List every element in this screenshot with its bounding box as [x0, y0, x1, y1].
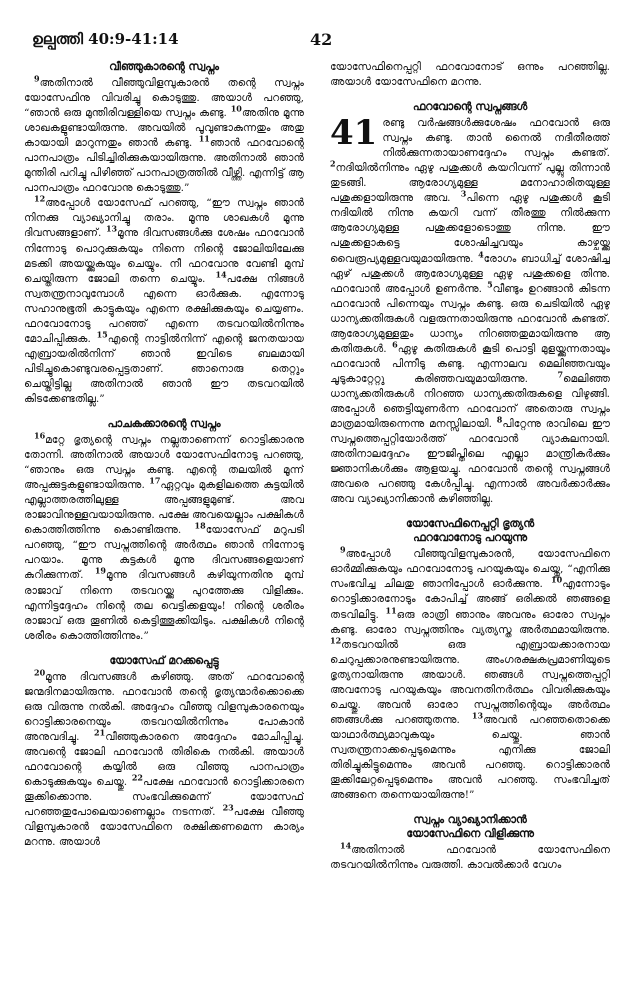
verse-text: മെലിഞ്ഞ ധാന്യക്കതിരുകൾ നിറഞ്ഞ ധാന്യക്കതിരുകളെ വിഴുങ്ങി. അപ്പോൾ ഞെട്ടിയുണർന്ന ഫറവോന് അതൊരു സ്വപ്നം മാത്രമായിരുന്നെന്നു മനസ്സിലായി.	[330, 372, 610, 431]
verse-number: 10	[551, 574, 563, 585]
verse-number: 15	[96, 329, 108, 340]
verse-text: പിറ്റേന്നു രാവിലെ ഈ സ്വപ്നത്തെപ്പറ്റിയോർത്ത് ഫറവോൻ വ്യാകുലനായി. അതിനാലദ്ദേഹം ഈജിപ്തിലെ എല്ലാ മാന്ത്രികർക്കും ജ്ഞാനികൾക്കും ആളയച്ചു. ഫറവോൻ തന്റെ സ്വപ്നങ്ങൾ അവരെ പറഞ്ഞു കേൾപ്പിച്ചു. എന്നാൽ അവർക്കാർക്കും അവ വ്യാഖ്യാനിക്കാൻ കഴിഞ്ഞില്ല.	[330, 418, 610, 506]
heading-line: ഫറവോനോടു പറയുന്നു	[413, 531, 527, 545]
verse-text: പിന്നെ ഏഴു പശുക്കൾ കൂടി നദിയിൽ നിന്നു കയറി വന്ന് തീരത്തു നിൽക്കുന്ന ആരോഗ്യമുള്ള പശുക്കളോടൊത്തു നിന്നു. ഈ പശുക്കളാകട്ടെ ശോഷിച്ചവയും കാഴ്ചയ്ക്കു വൈരൂപ്യമുള്ളവയുമായിരുന്നു.	[330, 192, 610, 265]
verse-text: മറ്റേ ഭൃത്യന്റെ സ്വപ്നം നല്ലതാണെന്ന് റൊട്ടിക്കാരനു തോന്നി. അതിനാൽ അയാൾ യോസേഫിനോടു പറഞ്ഞു, “ഞാനും ഒരു സ്വപ്നം കണ്ടു. എന്റെ തലയിൽ മൂന്ന് അപ്പക്കുട്ടകളുണ്ടായിരുന്നു.	[24, 434, 304, 492]
verse-text: അതിനു മൂന്നു ശാഖകളുണ്ടായിരുന്നു. അവയിൽ പൂവുണ്ടാകുന്നതും അതു കായായി മാറുന്നതും ഞാൻ കണ്ടു.	[24, 107, 304, 150]
verse-text: ഏറ്റവും മുകളിലത്തെ കുട്ടയിൽ എല്ലാത്തരത്തിലുള്ള അപ്പങ്ങളുമുണ്ട്. അവ രാജാവിനുള്ളവയായിരുന്നു. പക്ഷേ അവയെല്ലാം പക്ഷികൾ കൊത്തിത്തിന്നു കൊണ്ടിരുന്നു.	[24, 479, 304, 537]
verse-text: അതിനാൽ ഫറവോൻ യോസേഫിനെ തടവറയിൽനിന്നും വരുത്തി. കാവൽക്കാർ വേഗം	[330, 844, 610, 872]
verse-text: അവൻ പറഞ്ഞതൊക്കെ യാഥാർത്ഥ്യമാവുകയും ചെയ്തു. ഞാൻ സ്വതന്ത്രനാക്കപ്പെടുമെന്നും എനിക്കു ജോലി തിരിച്ചുകിട്ടുമെന്നും അവൻ പറഞ്ഞു. റൊട്ടിക്കാരൻ തൂക്കിലേറ്റപ്പെടുമെന്നും അവൻ പറഞ്ഞു. സംഭവിച്ചത് അങ്ങനെ തന്നെയായിരുന്നു!”	[330, 713, 610, 802]
verse-text: ഞാൻ ഫറവോന്റെ പാനപാത്രം പിടിച്ചിരിക്കുകയായിരുന്നു. അതിനാൽ ഞാൻ മുന്തിരി പറിച്ചു പിഴിഞ്ഞ് പാനപാത്രത്തിൽ വീഴ്ത്തി. എന്നിട്ട് ആ പാനപാത്രം ഫറവോനു കൊടുത്തു.”	[24, 137, 304, 195]
verse-text: പക്ഷേ ഫറവോൻ റൊട്ടിക്കാരനെ തൂക്കിക്കൊന്നു. സംഭവിക്കുമെന്ന് യോസേഫ് പറഞ്ഞതുപോലെയാണെല്ലാം നടന്നത്.	[24, 776, 304, 819]
heading-line: യോസേഫിനെപ്പറ്റി ഭൃത്യൻ	[405, 517, 535, 531]
verse-text: പക്ഷേ നിങ്ങൾ സ്വതന്ത്രനാവുമ്പോൾ എന്നെ ഓർക്കുക. എന്നോടു സഹാനുഭൂതി കാട്ടുകയും എന്നെ രക്ഷിക്കുകയും ചെയ്യണം. ഫറവോനോടു പറഞ്ഞ് എന്നെ തടവറയിൽനിന്നും മോചിപ്പിക്കുക.	[24, 272, 304, 345]
paragraph	[24, 73, 304, 196]
verse-number: 13	[105, 223, 118, 234]
paragraph	[330, 113, 610, 507]
verse-text: അതിനാൽ വീഞ്ഞുവിളമ്പുകാരൻ തന്റെ സ്വപ്നം യോസേഫിനു വിവരിച്ചു കൊടുത്തു. അയാൾ പറഞ്ഞു, “ഞാൻ ഒരു മുന്തിരിവള്ളിയെ സ്വപ്നം കണ്ടു.	[24, 77, 304, 120]
verse-number: 14	[215, 269, 227, 280]
verse-text: മൂന്നു ദിവസങ്ങൾ കഴിഞ്ഞു. അത് ഫറവോന്റെ ജന്മദിനമായിരുന്നു. ഫറവോൻ തന്റെ ഭൃത്യന്മാർക്കൊക്കെ ഒരു വിരുന്നു നൽകി. അദ്ദേഹം വീഞ്ഞു വിളമ്പുകാരനെയും റൊട്ടിക്കാരനെയും തടവറയിൽനിന്നും പോകാൻ അനുവദിച്ചു.	[24, 670, 304, 743]
section-heading-pharaoh-dreams: ഫറവോന്റെ സ്വപ്നങ്ങൾ	[412, 100, 528, 114]
verse-number: 9	[34, 73, 40, 84]
verse-text: വീഞ്ഞുകാരനെ അദ്ദേഹം മോചിപ്പിച്ചു. അവന്റെ ജോലി ഫറവോൻ തിരികെ നൽകി. അയാൾ ഫറവോന്റെ കയ്യിൽ ഒരു വീഞ്ഞു പാനപാത്രം കൊടുക്കുകയും ചെയ്തു.	[24, 730, 304, 789]
verse-number: 7	[557, 369, 564, 380]
verse-text: അപ്പോൾ യോസേഫ് പറഞ്ഞു, “ഈ സ്വപ്നം ഞാൻ നിനക്കു വ്യാഖ്യാനിച്ചു തരാം. മൂന്നു ശാഖകൾ മൂന്നു ദിവസങ്ങളാണ്.	[24, 197, 304, 240]
verse-number: 23	[222, 802, 234, 813]
verse-text: എന്റെ നാട്ടിൽനിന്ന് എന്റെ ജനതയായ എബ്രായരിൽനിന്ന് ഞാൻ ഇവിടെ ബലമായി പിടിച്ചുകൊണ്ടുവരപ്പെട്ടതാണ്. ഞാനൊരു തെറ്റും ചെയ്തിട്ടില്ല അതിനാൽ ഞാൻ ഈ തടവറയിൽ കിടക്കേണ്ടതില്ല.”	[24, 332, 304, 405]
verse-number: 22	[131, 772, 143, 783]
heading-line: യോസേഫിനെ വിളിക്കുന്നു	[406, 827, 534, 841]
heading-line: സ്വപ്നം വ്യാഖ്യാനിക്കാൻ	[413, 813, 527, 827]
verse-number: 2	[330, 158, 336, 169]
verse-number: 10	[230, 103, 242, 114]
verse-text: എന്നോടും റൊട്ടിക്കാരനോടും കോപിച്ച് അങ്ങ് ഒരിക്കൽ ഞങ്ങളെ തടവിലിട്ടു.	[330, 578, 610, 621]
verse-number: 3	[460, 188, 467, 199]
running-head: ഉല്പത്തി 40:9-41:14	[32, 30, 179, 48]
paragraph	[24, 193, 304, 407]
verse-number: 12	[330, 635, 342, 646]
section-heading-joseph-forgotten: യോസേഫ് മറക്കപ്പെട്ടു	[109, 653, 219, 667]
verse-number: 18	[194, 520, 206, 531]
verse-text: മൂന്നു ദിവസങ്ങൾക്കു ശേഷം ഫറവോൻ നിന്നോടു പൊറുക്കുകയും നിന്നെ നിന്റെ ജോലിയിലേക്കു മടക്കി അയയ്ക്കുകയും ചെയ്യും. നീ ഫറവോനു വേണ്ടി മുമ്പ് ചെയ്തിരുന്ന ജോലി തന്നെ ചെയ്യും.	[24, 227, 304, 285]
verse-number: 8	[496, 414, 503, 425]
section-heading-cupbearer-dream: വീഞ്ഞുകാരന്റെ സ്വപ്നം	[109, 60, 219, 73]
verse-text: നദിയിൽനിന്നും ഏഴു പശുക്കൾ കയറിവന്ന് പുല്ലു തിന്നാൻ തുടങ്ങി. ആരോഗ്യമുള്ള മനോഹാരിതയുള്ള പശുക്കളായിരുന്നു അവ.	[330, 162, 610, 205]
verse-number: 11	[385, 604, 397, 615]
verse-number: 5	[487, 279, 493, 290]
verse-number: 20	[34, 667, 46, 678]
paragraph	[24, 667, 304, 851]
chapter-number: 41	[330, 113, 378, 154]
verse-text: ഏഴു കതിരുകൾ കൂടി പൊട്ടി മുളയ്ക്കുന്നതായും ഫറവോൻ പിന്നീടു കണ്ടു. എന്നാലവ മെലിഞ്ഞവയും ചൂടുകാറ്റേറ്റു കരിഞ്ഞവയുമായിരുന്നു.	[330, 342, 610, 385]
paragraph	[330, 840, 610, 873]
verse-number: 12	[34, 193, 46, 204]
verse-number: 16	[34, 430, 46, 441]
left-column	[24, 60, 304, 975]
verse-text: ഒരു രാത്രി ഞാനും അവനും ഓരോ സ്വപ്നം കണ്ടു. ഓരോ സ്വപ്നത്തിനും വ്യത്യസ്ത അർത്ഥമായിരുന്നു.	[330, 608, 610, 636]
verse-text: വീണ്ടും ഉറങ്ങാൻ കിടന്ന ഫറവോൻ പിന്നെയും സ്വപ്നം കണ്ടു. ഒരു ചെടിയിൽ ഏഴു ധാന്യക്കതിരുകൾ വളരുന്നതായിരുന്നു ഫറവോൻ കണ്ടത്. ആരോഗ്യമുള്ളതും ധാന്യം നിറഞ്ഞതുമായിരുന്നു ആ കതിരുകൾ.	[330, 282, 610, 355]
verse-number: 14	[340, 840, 352, 851]
page-number: 42	[310, 30, 333, 49]
section-heading-servant-tells-pharaoh	[330, 517, 610, 545]
verse-number: 17	[149, 475, 161, 486]
verse-text: മൂന്നു ദിവസങ്ങൾ കഴിയുന്നതിനു മുമ്പ് രാജാവ് നിന്നെ തടവറയ്ക്കു പുറത്തേക്കു വിളിക്കും. എന്നിട്ടദ്ദേഹം നിന്റെ തല വെട്ടിക്കളയും! നിന്റെ ശരീരം രാജാവ് ഒരു തൂണിൽ കെട്ടിത്തൂക്കിയിടും. പക്ഷികൾ നിന്റെ ശരീരം കൊത്തിത്തിന്നും.”	[24, 569, 304, 642]
verse-number: 13	[471, 710, 484, 721]
verse-number: 19	[94, 565, 106, 576]
verse-text: രോഗം ബാധിച്ച് ശോഷിച്ച ഏഴ് പശുക്കൾ ആരോഗ്യമുള്ള ഏഴു പശുക്കളെ തിന്നു. ഫറവോൻ അപ്പോൾ ഉണർന്നു.	[330, 252, 610, 295]
paragraph	[330, 544, 610, 803]
verse-text: അപ്പോൾ വീഞ്ഞുവിളമ്പുകാരൻ, യോസേഫിനെ ഓർമ്മിക്കുകയും ഫറവോനോടു പറയുകയും ചെയ്തു, “എനിക്കു സംഭവിച്ച ചിലതു ഞാനിപ്പോൾ ഓർക്കുന്നു.	[330, 548, 610, 591]
section-heading-baker-dream: പാചകക്കാരന്റെ സ്വപ്നം	[107, 417, 221, 431]
page-header	[32, 30, 606, 54]
verse-text: തടവറയിൽ ഒരു എബ്രായക്കാരനായ ചെറുപ്പക്കാരനുണ്ടായിരുന്നു. അംഗരക്ഷകപ്രമാണിയുടെ ഭൃത്യനായിരുന്നു അയാൾ. ഞങ്ങൾ സ്വപ്നത്തെപ്പറ്റി അവനോടു പറയുകയും അവനതിനർത്ഥം വിവരിക്കുകയും ചെയ്തു. അവൻ ഓരോ സ്വപ്നത്തിന്റെയും അർത്ഥം ഞങ്ങൾക്കു പറഞ്ഞുതന്നു.	[330, 638, 610, 726]
verse-text: യോസേഫ് മറുപടി പറഞ്ഞു, “ഈ സ്വപ്നത്തിന്റെ അർത്ഥം ഞാൻ നിന്നോടു പറയാം. മൂന്നു കുട്ടകൾ മൂന്നു ദിവസങ്ങളെയാണ് കുറിക്കുന്നത്.	[24, 524, 304, 582]
verse-number: 21	[94, 727, 106, 738]
right-column	[330, 60, 610, 975]
verse-text: രണ്ടു വർഷങ്ങൾക്കുശേഷം ഫറവോൻ ഒരു സ്വപ്നം കണ്ടു. താൻ നൈൽ നദീതീരത്ത് നിൽക്കുന്നതായാണദ്ദേഹം സ്വപ്നം കണ്ടത്.	[382, 117, 610, 160]
paragraph	[24, 430, 304, 644]
paragraph-continued: യോസേഫിനെപ്പറ്റി ഫറവോനോട് ഒന്നും പറഞ്ഞില്ല. അയാൾ യോസേഫിനെ മറന്നു.	[330, 61, 610, 89]
verse-number: 6	[392, 339, 398, 350]
section-heading-joseph-called	[330, 813, 610, 841]
verse-number: 9	[340, 544, 346, 555]
verse-text: പക്ഷേ വീഞ്ഞു വിളമ്പുകാരൻ യോസേഫിനെ രക്ഷിക്കണമെന്ന കാര്യം മറന്നു. അയാൾ	[24, 806, 304, 849]
verse-number: 11	[198, 133, 210, 144]
verse-number: 4	[478, 248, 484, 259]
